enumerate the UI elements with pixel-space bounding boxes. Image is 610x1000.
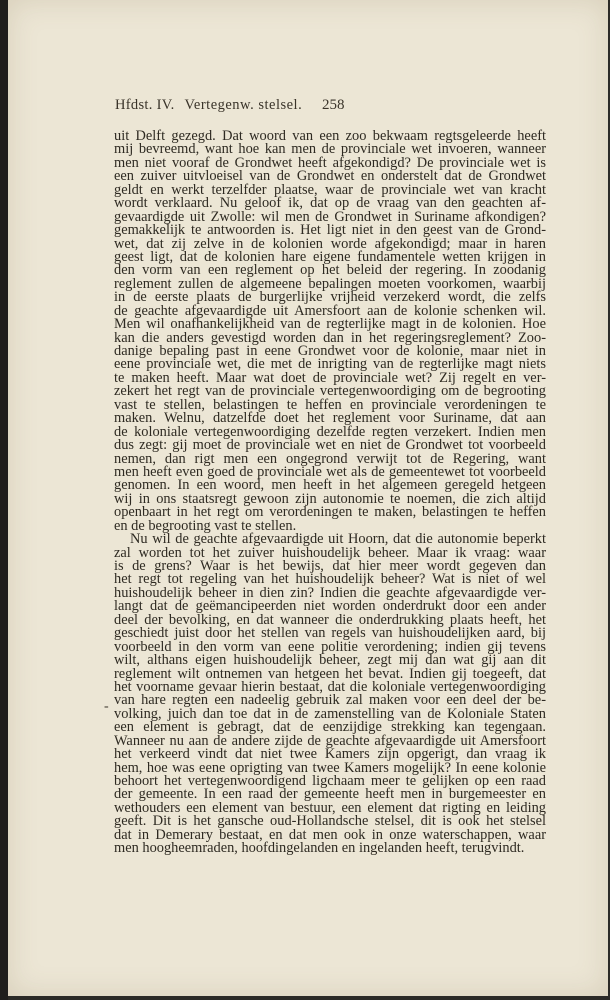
text-line: van hare regten een nadeelig gebruik zal maken voor een deel der be- xyxy=(114,692,546,709)
page-number: 258 xyxy=(322,97,345,113)
text-line: langt dat de geëmancipeerden niet worden onderdrukt door een ander xyxy=(114,598,546,615)
text-line: uit Delft gezegd. Dat woord van een zoo bekwaam regtsgeleerde heeft xyxy=(114,128,546,144)
text-line: mij bevreemd, want hoe kan men de provinciale wet invoeren, wanneer xyxy=(114,141,546,158)
text-line: maken. Welnu, datzelfde doet het reglement voor Suriname, dat aan xyxy=(114,410,546,427)
text-line: hem, hoe was eene oprigting van twee Kamers mogelijk? In eene kolonie xyxy=(114,759,546,776)
text-line: den vorm van een reglement op het beleid der regering. In zoodanig xyxy=(114,262,546,279)
page-body-text xyxy=(114,130,546,856)
chapter-label: Hfdst. IV. xyxy=(115,97,175,113)
text-line: eene provinciale wet, die met de inrigting van de regterlijke magt niets xyxy=(114,356,546,373)
text-line: Men wil onafhankelijkheid van de regterlijke magt in de kolonien. Hoe xyxy=(114,316,546,333)
book-spine-edge xyxy=(0,0,8,1000)
text-line: de geachte afgevaardigde uit Amersfoort aan de kolonie schenken wil. xyxy=(114,302,546,319)
text-line: geldt en werkt terzelfder plaatse, waar de provinciale wet van kracht xyxy=(114,181,546,198)
text-line: der gemeente. In een raad der gemeente heeft men in burgemeester en xyxy=(114,786,546,803)
text-line: kan die anders gevestigd worden dan in het regeringsreglement? Zoo- xyxy=(114,329,546,346)
text-line: de koloniale vertegenwoordiging dezelfde regten verzekert. Indien men xyxy=(114,423,546,440)
text-line: reglement zullen de algemeene bepalingen moeten voorkomen, waarbij xyxy=(114,275,546,292)
text-line: Wanneer nu aan de andere zijde de geachte afgevaardigde uit Amersfoort xyxy=(114,732,546,749)
text-line: deel der bevolking, en dat wanneer die onderdrukking plaats heeft, het xyxy=(114,611,546,628)
text-line: men hoogheemraden, hoofdingelanden en ingelanden heeft, terugvindt. xyxy=(114,840,525,857)
running-header xyxy=(115,97,505,117)
text-line: men heeft even goed de provinciale wet als de gemeentewet tot voorbeeld xyxy=(114,463,546,480)
margin-mark: - xyxy=(104,699,109,714)
text-line: huishoudelijk beheer in dien zin? Indien die geachte afgevaardigde ver- xyxy=(114,584,546,601)
text-line: wordt verklaard. Nu geloof ik, dat op de vraag van den geachten af- xyxy=(114,195,546,212)
text-line: het regt tot regeling van het huishoudelijk beheer? Wat is niet of wel xyxy=(114,571,546,588)
text-line: een zuiver uitvloeisel van de Grondwet en onderstelt dat de Grondwet xyxy=(114,168,546,185)
text-line: een element is gebragt, dat de eenzijdige strekking kan tegengaan. xyxy=(114,719,546,736)
text-line: behoort het vertegenwoordigend ligchaam meer te gelijken op een raad xyxy=(114,773,546,789)
text-line: wij in ons staatsregt gewoon zijn autonomie te noemen, die zich altijd xyxy=(114,490,546,507)
text-line: gevaardigde uit Zwolle: wil men de Grondwet in Suriname afkondigen? xyxy=(114,208,546,225)
text-line: in de eerste plaats de burgerlijke vrijheid verzekerd wordt, die zelfs xyxy=(114,289,546,306)
text-line: wilt, althans eigen huishoudelijk beheer, zegt mij dan wat gij aan dit xyxy=(114,652,546,669)
text-line: danige bepaling past in eene Grondwet voor de kolonie, maar niet in xyxy=(114,343,546,359)
text-line: wet, dat zij zelve in de kolonien worde afgekondigd; maar in haren xyxy=(114,235,546,252)
text-line: dat in Demerary bestaat, en dat men ook in onze waterschappen, waar xyxy=(114,826,546,843)
text-line: wethouders een element van bestuur, een element dat rigting en leiding xyxy=(114,799,546,816)
text-line: geschiedt juist door het stellen van regels van huishoudelijken aard, bij xyxy=(114,625,546,642)
text-line: geeft. Dit is het gansche oud-Hollandsche stelsel, dit is ook het stelsel xyxy=(114,813,546,830)
text-line: geest ligt, dat de kolonien hare eigene fundamentele wetten krijgen in xyxy=(114,248,546,265)
text-line: het voorname gevaar hierin bestaat, dat die koloniale vertegenwoordiging xyxy=(114,678,546,695)
text-line: en de begrooting vast te stellen. xyxy=(114,517,297,534)
text-line: nemen, dan rigt men een ongegrond verwijt tot de Regering, want xyxy=(114,450,546,467)
text-line: gemakkelijk te antwoorden is. Het ligt niet in den geest van de Grond- xyxy=(114,222,546,239)
text-line: is de grens? Waar is het bewijs, dat hier meer wordt gegeven dan xyxy=(114,558,546,574)
text-line: genomen. In een woord, men heeft in het algemeen geregeld hetgeen xyxy=(114,477,546,494)
text-line: volking, juich dan toe dat in de zamenstelling van de Koloniale Staten xyxy=(114,705,546,722)
text-line: Nu wil de geachte afgevaardigde uit Hoorn, dat die autonomie beperkt xyxy=(130,531,546,548)
text-line: vast te stellen, belastingen te heffen en provinciale verordeningen te xyxy=(114,396,546,413)
text-line: zekert het regt van de provinciale vertegenwoordiging om de begrooting xyxy=(114,383,546,400)
text-line: zal worden tot het zuiver huishoudelijk beheer. Maar ik vraag: waar xyxy=(114,544,546,561)
header-title: Vertegenw. stelsel. xyxy=(184,97,303,113)
text-line: openbaart in het regt om verordeningen te maken, belastingen te heffen xyxy=(114,504,546,521)
text-line: reglement wilt ontnemen van hetgeen het bevat. Indien gij toegeeft, dat xyxy=(114,665,546,682)
text-line: men niet vooraf de Grondwet heeft afgekondigd? De provinciale wet is xyxy=(114,154,546,171)
text-line: te maken heeft. Maar wat doet de provinciale wet? Zij regelt en ver- xyxy=(114,369,546,386)
text-line: het verkeerd vindt dat niet twee Kamers zijn opgerigt, dan vraag ik xyxy=(114,746,546,763)
text-line: dus zegt: gij moet de provinciale wet en niet de Grondwet tot voorbeeld xyxy=(114,437,546,454)
text-line: voorbeeld in den vorm van eene politie verordening; indien gij tevens xyxy=(114,638,546,655)
